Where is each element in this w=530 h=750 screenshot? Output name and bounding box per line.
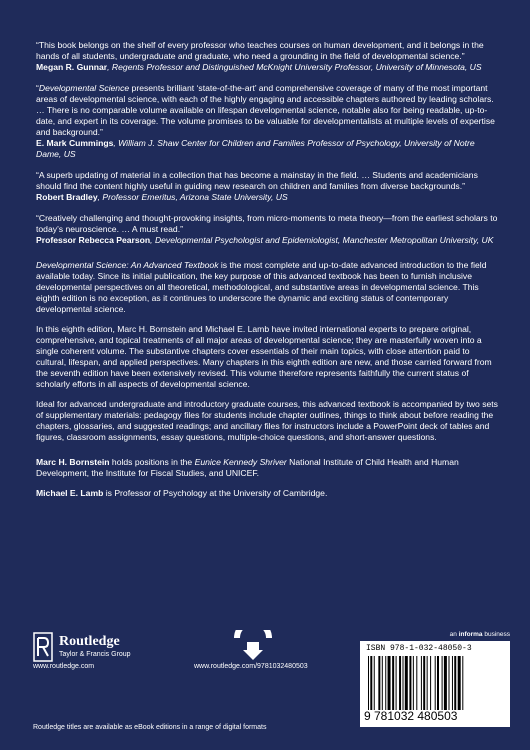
barcode-bar	[385, 656, 386, 710]
book-title-italic: Developmental Science	[38, 83, 130, 93]
author-bio-text: National Institute of Child Health and Human Development, the Institute for Fiscal Studies, and UNICEF.	[36, 457, 459, 478]
informa-suffix: business	[482, 631, 510, 638]
endorsement-quote	[36, 170, 498, 203]
quote-text: “Creatively challenging and thought-provoking insights, from micro-moments to meta theory—from the earliest scholars to today’s neuroscience. … A must read.”	[36, 213, 498, 234]
endorser-name: Robert Bradley	[36, 192, 98, 202]
routledge-logo-icon	[33, 632, 53, 662]
barcode-bar	[452, 656, 453, 710]
barcode-bar	[449, 656, 450, 710]
description-paragraph	[36, 260, 498, 315]
paragraph-text: is the most complete and up-to-date advanced introduction to the field available today. Since its initial publication, the key purpose of this advanced textbook has been to furnish inclusive developmental perspectives on all theoretical, methodological, and substantive areas in developmental science. This eighth edition is no exception, as it continues to underscore the dynamic and exciting status of contemporary developmental science.	[36, 260, 487, 314]
barcode-bar	[370, 656, 372, 710]
footer-strip	[0, 628, 530, 750]
author-name: Marc H. Bornstein	[36, 457, 110, 467]
barcode-bar	[413, 656, 414, 710]
barcode-bar	[442, 656, 443, 710]
support-material-icon	[233, 630, 273, 662]
ebook-note: Routledge titles are available as eBook editions in a range of digital formats	[33, 724, 267, 731]
barcode-bar	[437, 656, 439, 710]
informa-prefix: an	[449, 631, 459, 638]
barcode-bar	[399, 656, 401, 710]
barcode-bar	[423, 656, 425, 710]
endorser-name: E. Mark Cummings	[36, 138, 114, 148]
barcode-bar	[378, 656, 380, 710]
publisher-group: Taylor & Francis Group	[59, 651, 131, 658]
barcode-number: 9 781032 480503	[364, 709, 458, 723]
barcode-bar	[396, 656, 397, 710]
barcode-bars	[366, 656, 504, 710]
barcode-bar	[388, 656, 391, 710]
endorsement-quote	[36, 83, 498, 160]
quote-attribution	[36, 138, 498, 160]
isbn-label: ISBN 978-1-032-48050-3	[366, 644, 472, 653]
barcode-bar	[409, 656, 411, 710]
book-website: www.routledge.com/9781032480503	[194, 663, 308, 670]
endorser-role: , William J. Shaw Center for Children and Families Professor of Psychology, University of Notre Dame, US	[36, 138, 475, 159]
informa-brand: informa	[458, 631, 483, 638]
quote-text: “A superb updating of material in a collection that has become a mainstay in the field. … Students and academicians should find the content highly useful in guiding new research on children and families from diverse backgrounds.”	[36, 170, 478, 191]
author-bio-text: holds positions in the	[109, 457, 195, 467]
quote-body: presents brilliant ‘state-of-the-art’ and comprehensive coverage of many of the most important areas of developmental science, with each of the highly engaging and accessible chapters authored by leading scholars. … There is no comparable volume available on lifespan developmental science, notable also for being readable, up-to-date, and expert in its coverage. The volume promises to be valuable for developmentalists at multiple levels of expertise and background.”	[36, 83, 495, 137]
endorsement-quote	[36, 40, 498, 73]
barcode-bar	[444, 656, 447, 710]
barcode-bar	[403, 656, 404, 710]
barcode-bar	[435, 656, 436, 710]
quote-attribution	[36, 62, 498, 73]
endorser-role: , Developmental Psychologist and Epidemiologist, Manchester Metropolitan University, UK	[150, 235, 494, 245]
barcode-bar	[458, 656, 461, 710]
endorser-role: , Professor Emeritus, Arizona State University, US	[97, 192, 288, 202]
endorser-role: , Regents Professor and Distinguished McKnight University Professor, University of Minnesota, US	[107, 62, 482, 72]
barcode-bar	[392, 656, 394, 710]
quote-text: “This book belongs on the shelf of every professor who teaches courses on human development, and it belongs in the hands of all students, undergraduate and graduate, who need a grounding in the field of developmental science.”	[36, 40, 484, 61]
publisher-website: www.routledge.com	[33, 663, 95, 670]
barcode-bar	[374, 656, 375, 710]
book-title-italic: Developmental Science: An Advanced Textbook	[36, 260, 219, 270]
quote-attribution	[36, 235, 498, 246]
barcode-panel	[360, 641, 510, 727]
author-name: Michael E. Lamb	[36, 488, 104, 498]
barcode-bar	[454, 656, 456, 710]
description-paragraph: In this eighth edition, Marc H. Bornstein and Michael E. Lamb have invited international experts to prepare original, comprehensive, and topical treatments of all major areas of developmental science; they are masterfully woven into a single coherent volume. The substantive chapters cover essentials of their main topics, with close attention paid to cultural, lifespan, and applied perspectives. Many chapters in this eighth edition are new, and those carried forward from the seventh edition have been extensively revised. This volume therefore represents faithfully the current status of scholarly efforts in all aspects of developmental science.	[36, 324, 492, 389]
author-bio-text: is Professor of Psychology at the University of Cambridge.	[103, 488, 328, 498]
barcode-bar	[462, 656, 463, 710]
quote-text	[36, 83, 498, 138]
barcode-bar	[421, 656, 422, 710]
barcode-bar	[382, 656, 383, 710]
barcode-bar	[405, 656, 408, 710]
author-bio-italic: Eunice Kennedy Shriver	[194, 457, 287, 467]
barcode-bar	[427, 656, 428, 710]
quote-attribution	[36, 192, 498, 203]
author-bio	[36, 457, 498, 479]
barcode-bar	[430, 656, 431, 710]
quote-open-mark: “	[36, 83, 39, 93]
barcode-bar	[416, 656, 417, 710]
informa-business	[360, 631, 510, 638]
publisher-name: Routledge	[59, 634, 120, 649]
cover-text	[36, 40, 498, 508]
author-bio	[36, 488, 498, 499]
endorser-name: Megan R. Gunnar	[36, 62, 108, 72]
endorser-name: Professor Rebecca Pearson	[36, 235, 151, 245]
description-paragraph: Ideal for advanced undergraduate and introductory graduate courses, this advanced textbook is accompanied by two sets of supplementary materials: pedagogy files for students include chapter outlines, things to think about before reading the chapters, glossaries, and suggested readings; and ancillary files for instructors include a PowerPoint deck of tables and figures, classroom assignments, essay questions, multiple-choice questions, and short-answer questions.	[36, 399, 498, 442]
endorsement-quote	[36, 213, 498, 246]
barcode-bar	[368, 656, 369, 710]
